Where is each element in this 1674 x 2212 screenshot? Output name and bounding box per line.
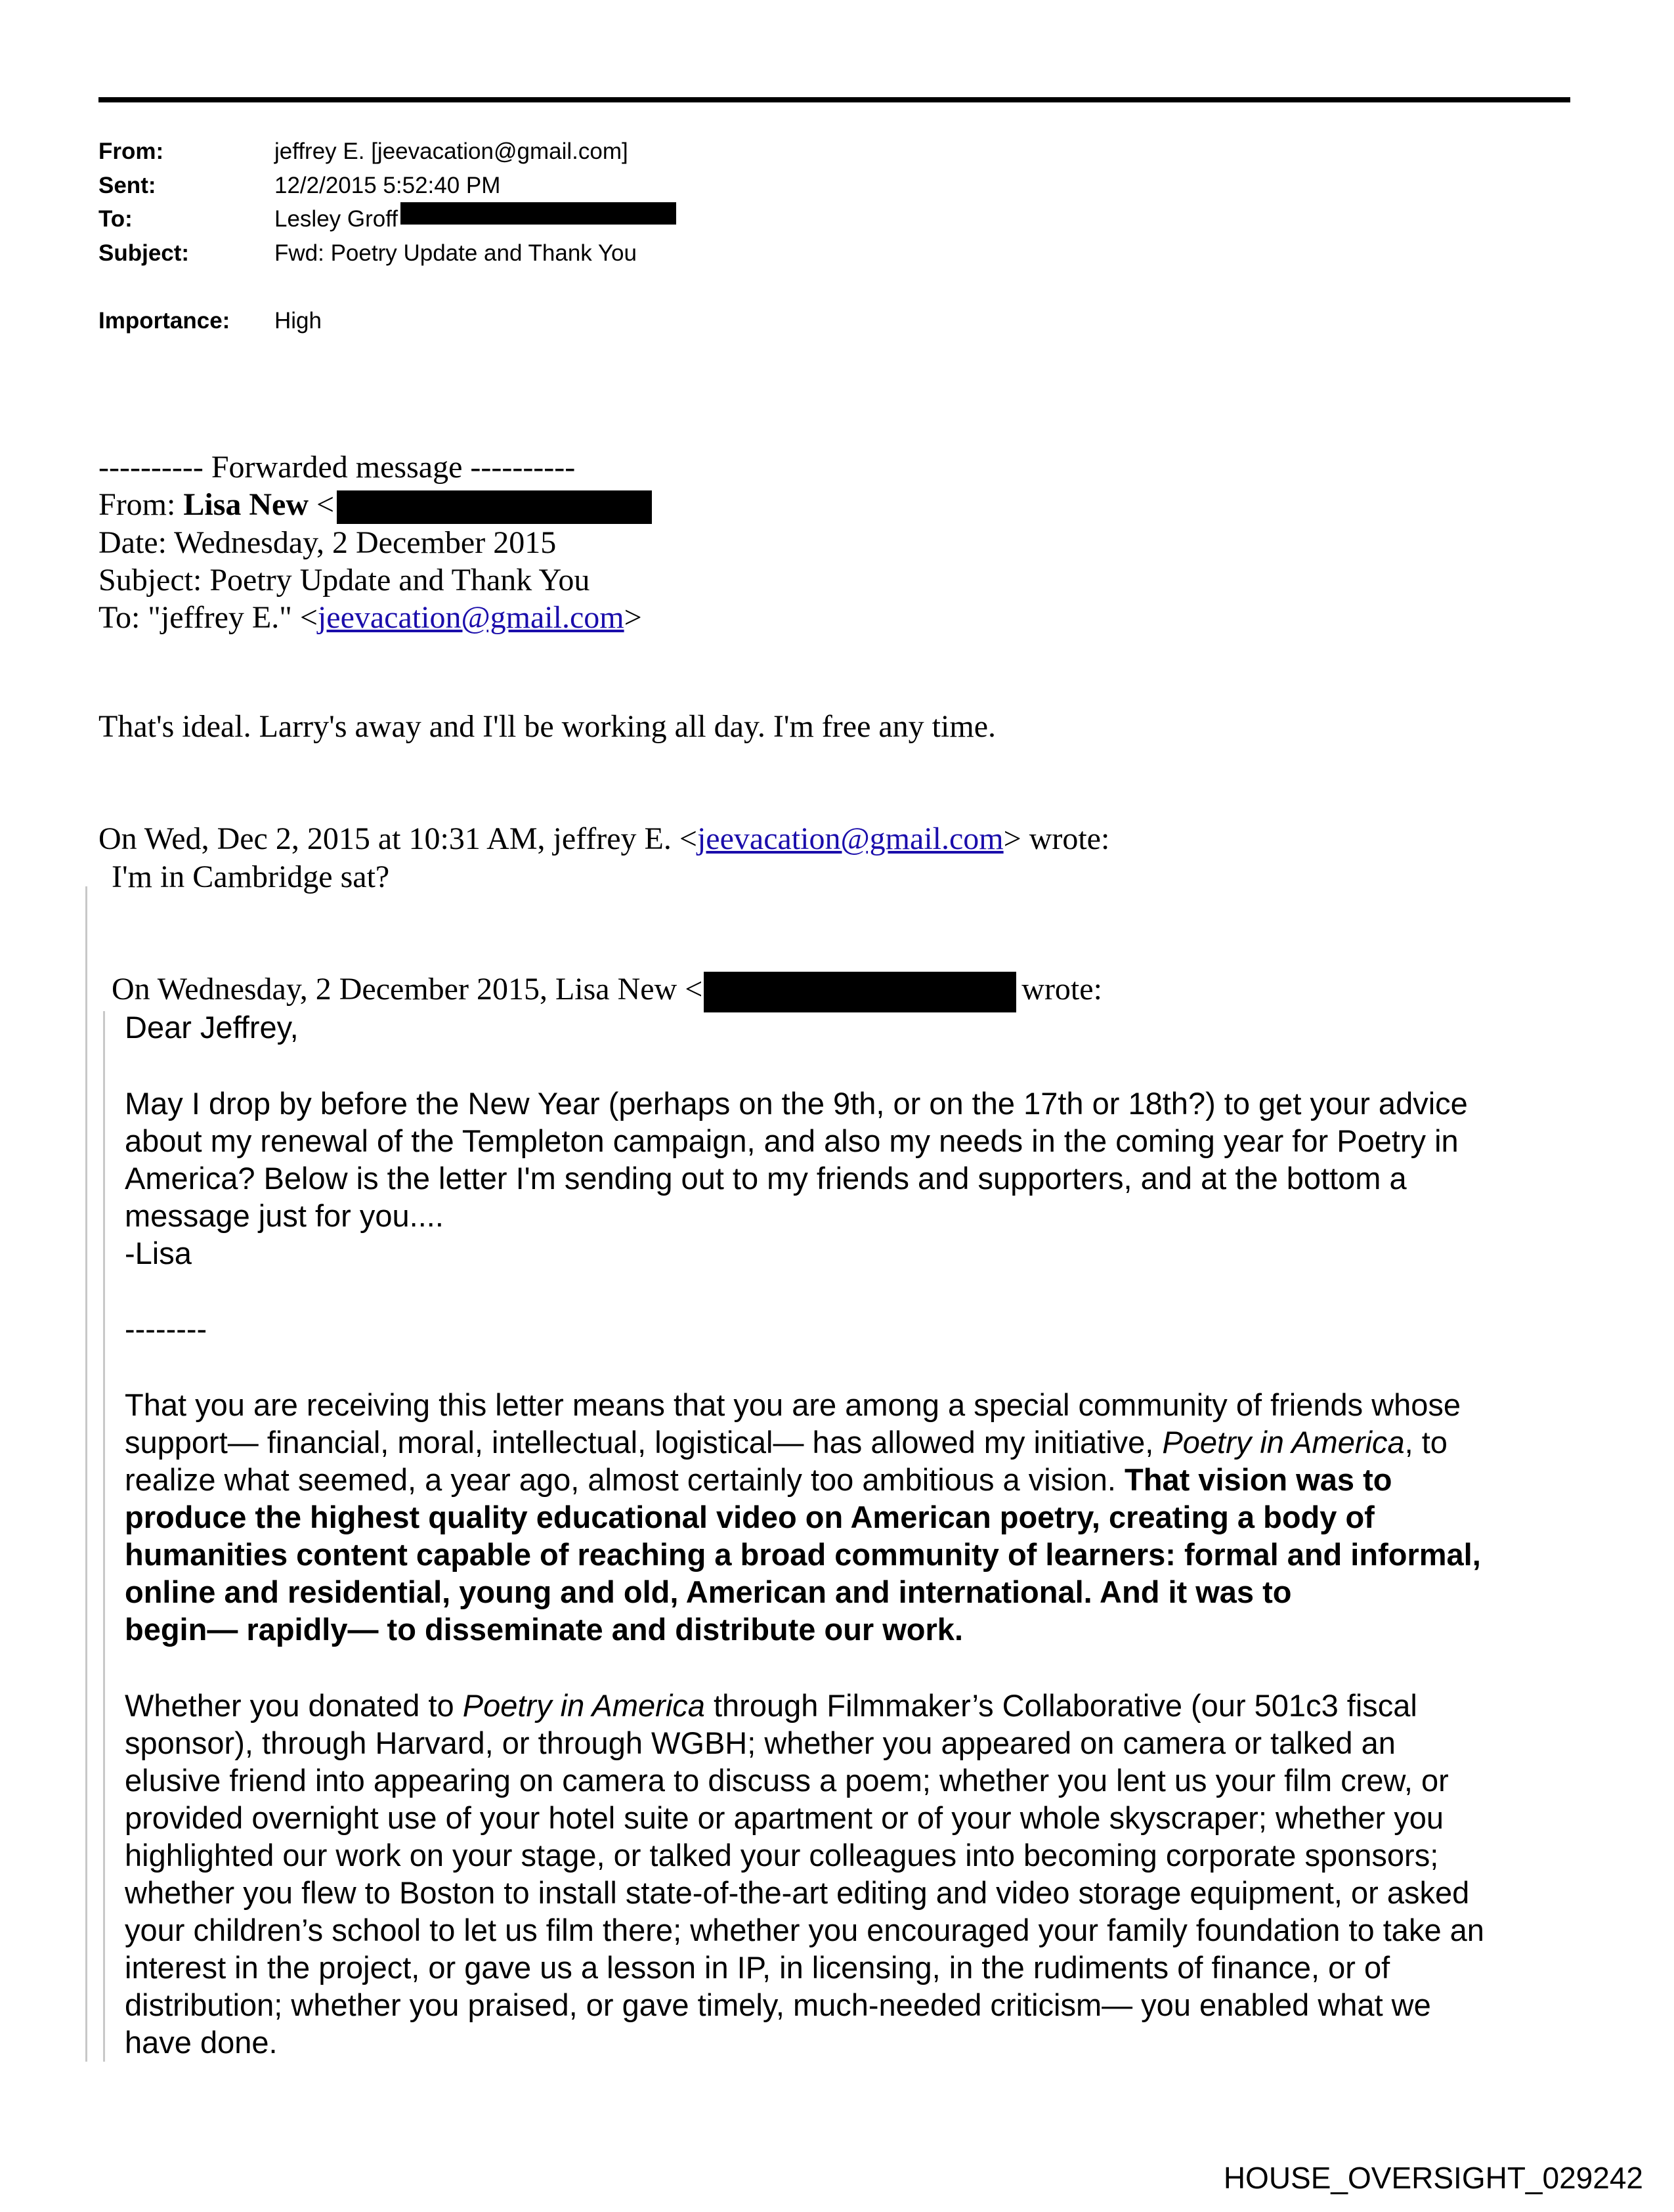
forwarded-from-bracket: < [309, 487, 335, 522]
text-line [125, 1611, 1481, 1648]
redaction-box [704, 972, 1016, 1012]
letter-greeting: Dear Jeffrey, [125, 1010, 299, 1045]
text-segment: produce the highest quality educational video on American poetry, creating a body of [125, 1500, 1375, 1534]
importance-value: High [274, 308, 322, 334]
sent-value: 12/2/2015 5:52:40 PM [274, 172, 501, 198]
forwarded-from [98, 486, 652, 524]
attribution-prefix: On Wednesday, 2 December 2015, Lisa New < [112, 972, 703, 1007]
text-segment: elusive friend into appearing on camera to discuss a poem; whether you lent us your film crew, or [125, 1763, 1449, 1798]
header-importance-row [98, 304, 322, 338]
importance-label: Importance: [98, 308, 230, 334]
subject-label: Subject: [98, 240, 190, 266]
forwarded-header [98, 448, 652, 636]
text-line [125, 1085, 1468, 1122]
text-segment: provided overnight use of your hotel suite or apartment or of your whole skyscraper; whether you [125, 1800, 1444, 1835]
text-segment: May I drop by before the New Year (perhaps on the 9th, or on the 17th or 18th?) to get your advice [125, 1086, 1468, 1121]
text-segment: support— financial, moral, intellectual, logistical— has allowed my initiative, [125, 1425, 1163, 1460]
text-segment: That you are receiving this letter means that you are among a special community of friends whose [125, 1387, 1461, 1422]
text-segment: America? Below is the letter I'm sending out to my friends and supporters, and at the bottom a [125, 1161, 1407, 1196]
email-header [98, 135, 676, 270]
forwarded-divider: ---------- Forwarded message ---------- [98, 450, 576, 485]
email-link[interactable]: jeevacation@gmail.com [697, 821, 1004, 856]
header-subject-row [98, 236, 676, 271]
text-line [125, 1461, 1481, 1498]
header-sent-row [98, 169, 676, 203]
to-label: To: [98, 206, 133, 232]
text-segment: message just for you.... [125, 1198, 444, 1233]
text-line [125, 1986, 1484, 2024]
text-line [125, 1724, 1484, 1762]
sent-label: Sent: [98, 172, 156, 198]
text-segment: your children’s school to let us film there; whether you encouraged your family foundation to take an [125, 1913, 1484, 1947]
text-line [125, 1536, 1481, 1573]
text-line [125, 1386, 1481, 1423]
text-segment: -Lisa [125, 1236, 192, 1270]
quote-bar-inner [103, 1011, 105, 2062]
text-segment: about my renewal of the Templeton campaign, and also my needs in the coming year for Poetry in [125, 1123, 1459, 1158]
email-link[interactable]: jeevacation@gmail.com [317, 600, 624, 636]
text-line [125, 1160, 1468, 1197]
text-line [125, 2024, 1484, 2061]
forwarded-to-suffix: > [624, 600, 642, 636]
text-line [125, 1836, 1484, 1874]
forwarded-from-label: From: [98, 487, 184, 522]
text-segment: whether you flew to Boston to install state-of-the-art editing and video storage equipment, or asked [125, 1875, 1470, 1910]
text-segment: humanities content capable of reaching a broad community of learners: formal and informal, [125, 1537, 1481, 1572]
from-value: jeffrey E. [jeevacation@gmail.com] [274, 139, 628, 164]
letter-paragraph-3 [125, 1687, 1484, 2061]
header-to-row [98, 202, 676, 236]
letter-separator: -------- [125, 1311, 207, 1346]
text-segment: distribution; whether you praised, or gave timely, much-needed criticism— you enabled what we [125, 1987, 1431, 2022]
attribution-suffix: > wrote: [1003, 821, 1110, 856]
header-rule [98, 97, 1570, 102]
text-segment: have done. [125, 2025, 278, 2060]
text-segment: realize what seemed, a year ago, almost certainly too ambitious a vision. [125, 1462, 1125, 1497]
text-line [125, 1874, 1484, 1911]
quote-bar-outer [85, 886, 87, 2062]
subject-value: Fwd: Poetry Update and Thank You [274, 240, 637, 266]
forwarded-to-prefix: To: "jeffrey E." < [98, 600, 318, 636]
reply-text: That's ideal. Larry's away and I'll be working all day. I'm free any time. [98, 709, 996, 744]
text-segment: , to [1404, 1425, 1448, 1460]
text-line [125, 1122, 1468, 1160]
text-segment: through Filmmaker’s Collaborative (our 501c3 fiscal [704, 1688, 1417, 1723]
text-segment: Poetry in America [462, 1688, 705, 1723]
attribution-prefix: On Wed, Dec 2, 2015 at 10:31 AM, jeffrey E. < [98, 821, 697, 856]
text-segment: online and residential, young and old, American and international. And it was to [125, 1574, 1292, 1609]
text-line [125, 1197, 1468, 1234]
text-line [125, 1573, 1481, 1611]
text-segment: sponsor), through Harvard, or through WGBH; whether you appeared on camera or talked an [125, 1725, 1396, 1760]
forwarded-from-name: Lisa New [183, 487, 309, 522]
text-line [125, 1762, 1484, 1799]
text-segment: begin— rapidly— to disseminate and distribute our work. [125, 1612, 964, 1647]
forwarded-subject: Subject: Poetry Update and Thank You [98, 563, 590, 598]
quote2-attribution [112, 970, 1102, 1012]
text-segment: That vision was to [1125, 1462, 1392, 1497]
redaction-box [400, 202, 676, 225]
bates-number: HOUSE_OVERSIGHT_029242 [1223, 2161, 1643, 2195]
letter-paragraph-2 [125, 1386, 1481, 1648]
text-line [125, 1234, 1468, 1272]
redaction-box [337, 490, 652, 524]
text-segment: Poetry in America [1162, 1425, 1405, 1460]
quote1-attribution [98, 820, 1109, 857]
forwarded-date: Date: Wednesday, 2 December 2015 [98, 525, 557, 561]
letter-paragraph-1 [125, 1085, 1468, 1272]
from-label: From: [98, 139, 164, 164]
quote1-text: I'm in Cambridge sat? [112, 859, 390, 894]
text-segment: interest in the project, or gave us a lesson in IP, in licensing, in the rudiments of finance, or of [125, 1950, 1390, 1985]
attribution-suffix: wrote: [1021, 972, 1102, 1007]
text-line [125, 1911, 1484, 1949]
text-line [125, 1799, 1484, 1836]
header-from-row [98, 135, 676, 169]
to-value: Lesley Groff [274, 206, 398, 232]
forwarded-to [98, 599, 652, 636]
text-segment: highlighted our work on your stage, or talked your colleagues into becoming corporate sponsors; [125, 1838, 1439, 1873]
text-segment: Whether you donated to [125, 1688, 463, 1723]
text-line [125, 1423, 1481, 1461]
text-line [125, 1949, 1484, 1986]
text-line [125, 1687, 1484, 1724]
text-line [125, 1498, 1481, 1536]
